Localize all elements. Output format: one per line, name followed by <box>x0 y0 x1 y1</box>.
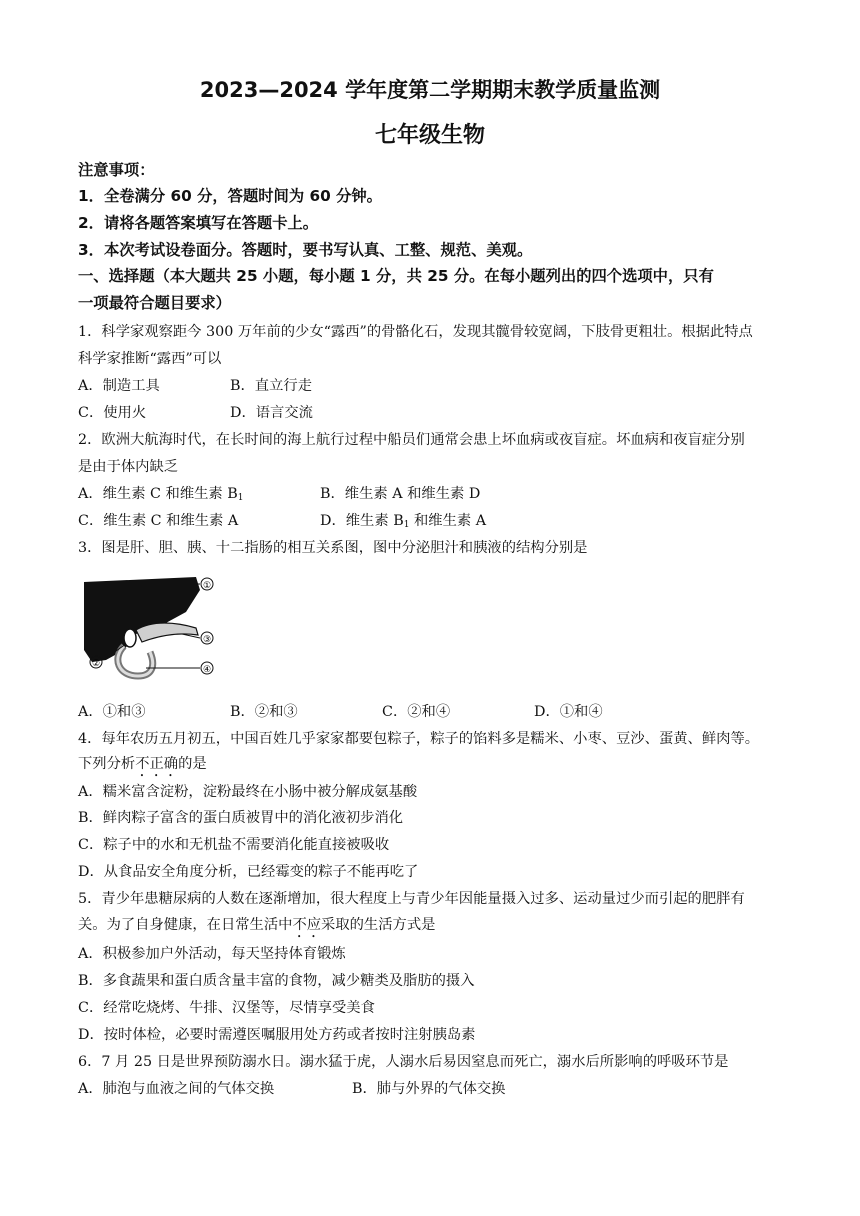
q5-option-d: D．按时体检，必要时需遵医嘱服用处方药或者按时注射胰岛素 <box>78 1027 476 1043</box>
q2-option-a: A．维生素 C 和维生素 $B_1$ <box>78 486 244 503</box>
question-4-stem-cont: 下列分析不正确的是 <box>78 756 207 772</box>
question-4-stem: 4．每年农历五月初五，中国百姓几乎家家都要包粽子，粽子的馅料多是糯米、小枣、豆沙、蛋黄、鲜肉等。 <box>78 731 760 747</box>
q1-option-b: B．直立行走 <box>230 378 312 394</box>
question-6-stem: 6．7 月 25 日是世界预防溺水日。溺水猛于虎，人溺水后易因窒息而死亡，溺水后所影响的呼吸环节是 <box>78 1054 729 1070</box>
note-item: 2．请将各题答案填写在答题卡上。 <box>78 214 319 232</box>
q1-option-a: A．制造工具 <box>78 378 160 394</box>
q6-option-b: B．肺与外界的气体交换 <box>352 1081 506 1097</box>
figure-label-4: ④ <box>202 664 212 674</box>
figure-label-1: ① <box>202 580 212 590</box>
q4-option-c: C．粽子中的水和无机盐不需要消化能直接被吸收 <box>78 837 390 853</box>
section-heading-cont: 一项最符合题目要求） <box>78 294 231 312</box>
question-2-stem-cont: 是由于体内缺乏 <box>78 459 179 475</box>
q1-option-c: C．使用火 <box>78 405 147 421</box>
q3-option-b: B．②和③ <box>230 704 298 720</box>
q5-option-c: C．经常吃烧烤、牛排、汉堡等，尽情享受美食 <box>78 1000 375 1016</box>
figure-label-2: ② <box>91 658 101 668</box>
question-2-stem: 2．欧洲大航海时代，在长时间的海上航行过程中船员们通常会患上坏血病或夜盲症。坏血病和夜盲症分别 <box>78 432 745 448</box>
q5-option-b: B．多食蔬果和蛋白质含量丰富的食物，减少糖类及脂肪的摄入 <box>78 973 475 989</box>
emphasis-not-correct: 不正确 <box>135 756 179 772</box>
question-3-stem: 3．图是肝、胆、胰、十二指肠的相互关系图，图中分泌胆汁和胰液的结构分别是 <box>78 540 588 556</box>
exam-title: 2023—2024 学年度第二学期期末教学质量监测 <box>199 78 661 102</box>
pancreas-shape <box>136 623 198 642</box>
liver-shape <box>84 577 200 662</box>
exam-subject: 七年级生物 <box>374 123 485 148</box>
question-1-stem: 1．科学家观察距今 300 万年前的少女“露西”的骨骼化石，发现其髋骨较宽阔，下肢骨更粗壮。根据此特点 <box>78 324 753 340</box>
question-1-stem-cont: 科学家推断“露西”可以 <box>78 351 222 367</box>
figure-label-3: ③ <box>202 634 212 644</box>
q3-option-c: C．②和④ <box>382 704 451 720</box>
section-heading: 一、选择题（本大题共 25 小题，每小题 1 分，共 25 分。在每小题列出的四个选项中，只有 <box>78 267 714 285</box>
q1-option-d: D．语言交流 <box>230 405 313 421</box>
q2-option-b: B．维生素 A 和维生素 D <box>320 486 481 502</box>
q4-option-a: A．糯米富含淀粉，淀粉最终在小肠中被分解成氨基酸 <box>78 784 418 800</box>
note-item: 1．全卷满分 60 分，答题时间为 60 分钟。 <box>78 187 382 205</box>
emphasis-should-not: 不应 <box>292 917 322 933</box>
question-5-stem: 5．青少年患糖尿病的人数在逐渐增加，很大程度上与青少年因能量摄入过多、运动量过少而引起的肥胖有 <box>78 891 745 907</box>
q2-option-c: C．维生素 C 和维生素 A <box>78 513 239 529</box>
digestive-organs-figure <box>78 572 228 682</box>
note-item: 3．本次考试设卷面分。答题时，要书写认真、工整、规范、美观。 <box>78 241 533 259</box>
q2-option-d: D．维生素 $B_1$ 和维生素 A <box>320 513 487 530</box>
notes-heading: 注意事项： <box>78 161 155 179</box>
q3-option-a: A．①和③ <box>78 704 146 720</box>
q4-option-b: B．鲜肉粽子富含的蛋白质被胃中的消化液初步消化 <box>78 810 404 826</box>
q6-option-a: A．肺泡与血液之间的气体交换 <box>78 1081 275 1097</box>
question-5-stem-cont: 关。为了自身健康，在日常生活中不应采取的生活方式是 <box>78 917 436 933</box>
q4-option-d: D．从食品安全角度分析，已经霉变的粽子不能再吃了 <box>78 864 419 880</box>
q3-option-d: D．①和④ <box>534 704 603 720</box>
q5-option-a: A．积极参加户外活动，每天坚持体育锻炼 <box>78 946 346 962</box>
